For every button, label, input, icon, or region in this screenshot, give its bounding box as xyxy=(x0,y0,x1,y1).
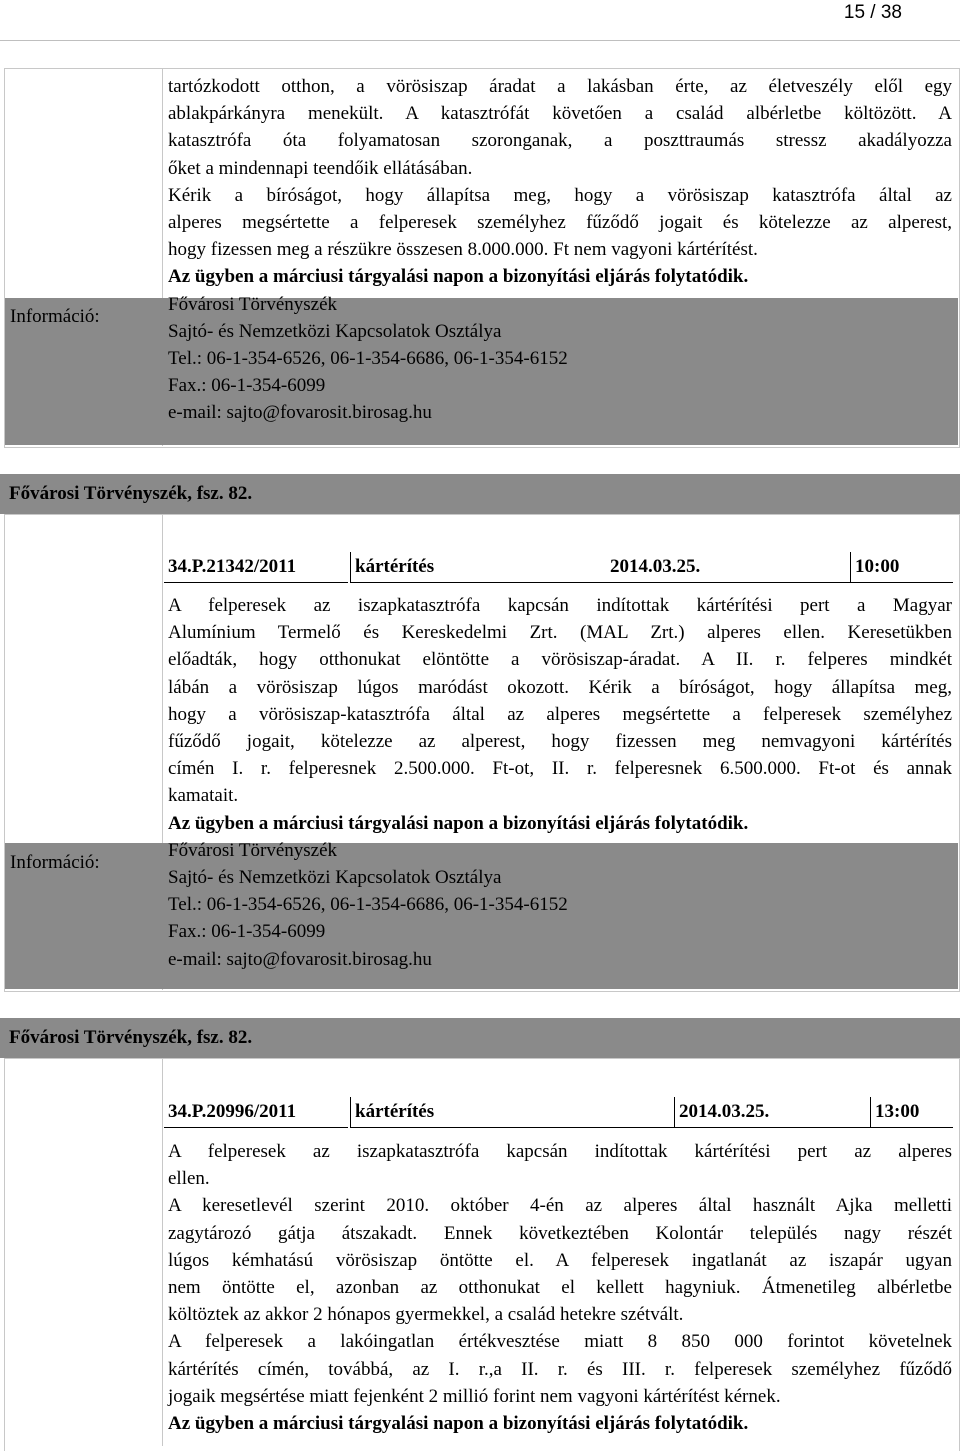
text-line: nem öntötte el, azonban az otthonukat el kellett hagyniuk. Átmenetileg albérletbe xyxy=(168,1277,952,1299)
text-line: lúgos kémhatású vörösiszap öntötte el. A felperesek ingatlanát az iszapár ugyan xyxy=(168,1249,952,1271)
text-line: alperes megsértette a felperesek személyhez fűződő jogait és kötelezze az alperest, xyxy=(168,212,952,234)
text-line: Kérik a bíróságot, hogy állapítsa meg, hogy a vörösiszap katasztrófa által az xyxy=(168,184,952,206)
info-line: Sajtó- és Nemzetközi Kapcsolatok Osztálya xyxy=(168,320,502,342)
text-line: A keresetlevél szerint 2010. október 4-én az alperes által használt Ajka melletti xyxy=(168,1195,952,1217)
info-line: e-mail: sajto@fovarosit.birosag.hu xyxy=(168,402,432,424)
case-table-3-divider xyxy=(162,1058,163,1446)
info-line: Tel.: 06-1-354-6526, 06-1-354-6686, 06-1-354-6152 xyxy=(168,348,568,370)
text-line: A felperesek a lakóingatlan értékvesztése miatt 8 850 000 forintot követelnek xyxy=(168,1331,952,1353)
text-line: kártérítés címén, továbbá, az I. r.,a II. r. és III. r. felperesek személyhez fűződő xyxy=(168,1358,952,1380)
case-1-description xyxy=(168,73,952,427)
text-line: jogaik megsértése miatt fejenként 2 millió forint nem vagyoni kártérítést kérnek. xyxy=(168,1385,781,1407)
info-line: Tel.: 06-1-354-6526, 06-1-354-6686, 06-1-354-6152 xyxy=(168,894,568,916)
text-line: fűződő jogait, kötelezze az alperest, hogy fizessen meg nemvagyoni kártérítés xyxy=(168,731,952,753)
text-line: költöztek az akkor 2 hónapos gyermekkel, a család hetekre szétvált. xyxy=(168,1304,684,1326)
info-line: Fővárosi Törvényszék xyxy=(168,293,338,315)
case-3-description xyxy=(168,1138,952,1437)
case-header-2 xyxy=(164,552,954,582)
text-line: hogy a vörösiszap-katasztrófa által az alperes megsértette a felperesek személyhez xyxy=(168,703,952,725)
text-line: zagytározó gátja átszakadt. Ennek következtében Kolontár település nagy részét xyxy=(168,1222,952,1244)
header-divider xyxy=(0,40,960,41)
case-type: kártérítés xyxy=(355,556,435,577)
case-time: 10:00 xyxy=(855,556,900,577)
info-line: Sajtó- és Nemzetközi Kapcsolatok Osztálya xyxy=(168,867,502,889)
text-line: őket a mindennapi teendőik ellátásában. xyxy=(168,157,473,179)
case-number: 34.P.21342/2011 xyxy=(168,556,297,577)
case-date: 2014.03.25. xyxy=(679,1101,770,1122)
case-date: 2014.03.25. xyxy=(610,556,701,577)
status-note: Az ügyben a márciusi tárgyalási napon a bizonyítási eljárás folytatódik. xyxy=(168,1413,749,1435)
text-line: hogy fizessen meg a részükre összesen 8.000.000. Ft nem vagyoni kártérítést. xyxy=(168,239,758,261)
text-line: tartózkodott otthon, a vörösiszap áradat a lakásban érte, az életveszély elől egy xyxy=(168,76,952,97)
text-line: A felperesek az iszapkatasztrófa kapcsán indítottak kártérítési pert az alperes xyxy=(168,1141,952,1162)
case-number: 34.P.20996/2011 xyxy=(168,1101,297,1122)
info-line: Fax.: 06-1-354-6099 xyxy=(168,375,326,397)
case-type: kártérítés xyxy=(355,1101,435,1122)
text-line: katasztrófa óta folyamatosan szoronganak, a poszttraumás stressz akadályozza xyxy=(168,130,952,152)
section-heading-text: Fővárosi Törvényszék, fsz. 82. xyxy=(9,1027,253,1048)
section-heading xyxy=(0,474,960,514)
case-header-3 xyxy=(164,1097,954,1127)
info-label: Információ: xyxy=(10,306,100,327)
info-line: Fővárosi Törvényszék xyxy=(168,839,338,861)
text-line: A felperesek az iszapkatasztrófa kapcsán indítottak kártérítési pert a Magyar xyxy=(168,595,952,616)
text-line: Alumínium Termelő és Kereskedelmi Zrt. (MAL Zrt.) alperes ellen. Keresetükben xyxy=(168,622,952,644)
text-line: előadták, hogy otthonukat elöntötte a vörösiszap-áradat. A II. r. felperes mindkét xyxy=(168,649,952,671)
text-line: ellen. xyxy=(168,1168,210,1190)
text-line: ablakpárkányra menekült. A katasztrófát követően a család albérletbe költözött. A xyxy=(168,103,952,125)
info-line: Fax.: 06-1-354-6099 xyxy=(168,921,326,943)
text-line: címén I. r. felperesnek 2.500.000. Ft-ot, II. r. felperesnek 6.500.000. Ft-ot és annak xyxy=(168,758,952,780)
section-heading xyxy=(0,1018,960,1058)
section-heading-text: Fővárosi Törvényszék, fsz. 82. xyxy=(9,483,253,504)
text-line: kamatait. xyxy=(168,785,239,807)
case-2-description xyxy=(168,592,952,973)
text-line: lábán a vörösiszap lúgos maródást okozott. Kérik a bíróságot, hogy állapítsa meg, xyxy=(168,676,952,698)
case-time: 13:00 xyxy=(875,1101,920,1122)
status-note: Az ügyben a márciusi tárgyalási napon a bizonyítási eljárás folytatódik. xyxy=(168,812,749,834)
info-label: Információ: xyxy=(10,852,100,873)
page-number: 15 / 38 xyxy=(843,2,902,23)
status-note: Az ügyben a márciusi tárgyalási napon a bizonyítási eljárás folytatódik. xyxy=(168,266,749,288)
info-line: e-mail: sajto@fovarosit.birosag.hu xyxy=(168,948,432,970)
